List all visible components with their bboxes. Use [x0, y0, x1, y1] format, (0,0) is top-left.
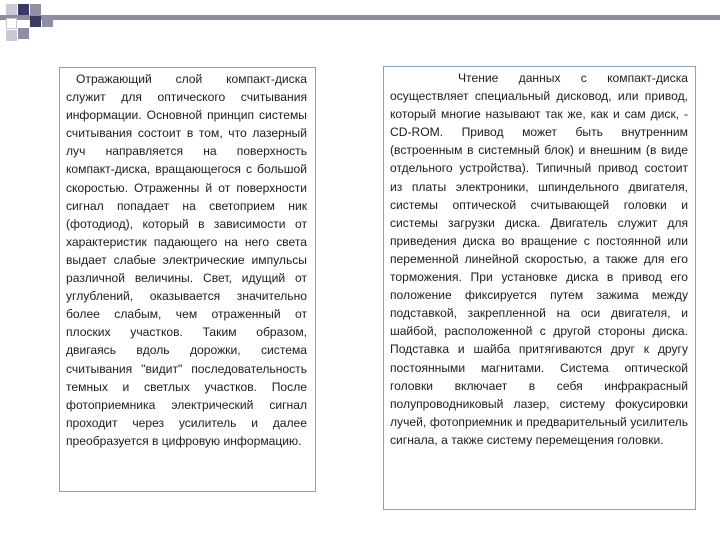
slide-decoration: [0, 0, 720, 48]
deco-square-1: [6, 4, 17, 15]
deco-square-3: [30, 4, 41, 15]
deco-square-7: [18, 28, 29, 39]
deco-square-5: [42, 16, 53, 27]
deco-square-6: [6, 18, 17, 29]
right-text-box: [383, 66, 696, 510]
left-text-box: [59, 67, 316, 492]
deco-square-8: [6, 30, 17, 41]
left-paragraph: Отражающий слой компакт-диска служит для оптического считывания информации. Основной принцип системы считывания состоит в том, что лазерный луч направляется на поверхность компакт-диска, вращающегося с большой скоростью. Отраженны й от поверхности сигнал попадает на светоприем ник (фотодиод), который в зависимости от характеристик падающего на него света выдает слабые электрические импульсы различной величины. Свет, идущий от углублений, оказывается значительно более слабым, чем отраженный от плоских участков. Таким образом, двигаясь вдоль дорожки, система считывания "видит" последовательность темных и светлых участков. После фотоприемника электрический сигнал проходит через усилитель и далее преобразуется в цифровую информацию.: [66, 72, 307, 448]
deco-square-2: [18, 4, 29, 15]
right-paragraph: Чтение данных с компакт-диска осуществляет специальный дисковод, или привод, который многие называют так же, как и сам диск, - CD-ROM. Привод может быть внутренним (встроенным в системный блок) и внешним (в виде отдельного устройства). Типичный привод состоит из платы электроники, шпиндельного двигателя, системы оптической считывающей головки и системы загрузки диска. Двигатель служит для приведения диска во вращение с постоянной или переменной линейной скоростью, а также для его торможения. При установке диска в привод его положение фиксируется путем зажима между подставкой, закрепленной на оси двигателя, и шайбой, расположенной с другой стороны диска. Подставка и шайба притягиваются друг к другу постоянными магнитами. Система оптической головки включает в себя инфракрасный полупроводниковый лазер, систему фокусировки лучей, фотоприемник и предварительный усилитель сигнала, а также систему перемещения головки.: [390, 71, 688, 447]
header-bar: [0, 15, 720, 20]
deco-square-4: [30, 16, 41, 27]
